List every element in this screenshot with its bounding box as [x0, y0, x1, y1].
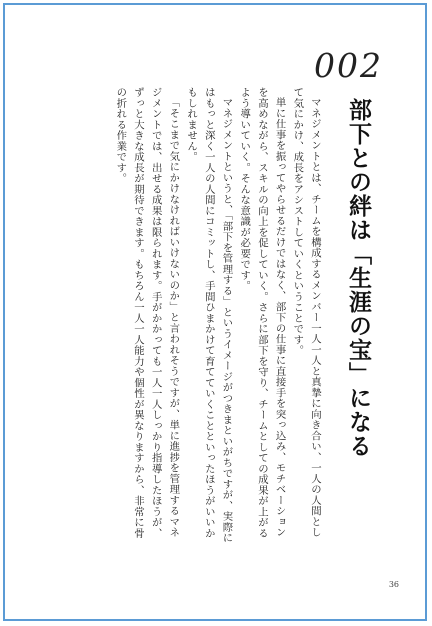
page-frame: [3, 3, 427, 621]
paragraph: 「そこまで気にかけなければいけないのか」と言われそうですが、単に進捗を管理するマネジメントでは、出せる成果は限られます。手がかかっても一人一人しっかり指導したほうが、ずっと大きな成長が期待できます。もちろん一人一人能力や個性が異なりますから、非常に骨の折れる作業です。: [114, 87, 180, 539]
paragraph: マネジメントとは、チームを構成するメンバー一人一人と真摯に向き合い、一人の人間として気にかけ、成長をアシストしていくということです。: [291, 87, 321, 539]
paragraph: 単に仕事を振ってやらせるだけではなく、部下の仕事に直接手を突っ込み、モチベーションを高めながら、スキルの向上を促していく。さらに部下を守り、チームとしての成果が上がるよう導いていく。そんな意識が必要です。: [238, 87, 286, 539]
page-number: 36: [388, 580, 399, 589]
paragraph: マネジメントというと、「部下を管理する」というイメージがつきまといがちですが、実際にはもっと深く一人の人間にコミットし、手間ひまかけて育てていくことといったほうがいいかもしれません。: [185, 87, 233, 544]
chapter-number: 002: [314, 46, 383, 85]
body-text: [67, 87, 323, 547]
chapter-title: 部下との絆は「生涯の宝」になる: [345, 98, 371, 458]
